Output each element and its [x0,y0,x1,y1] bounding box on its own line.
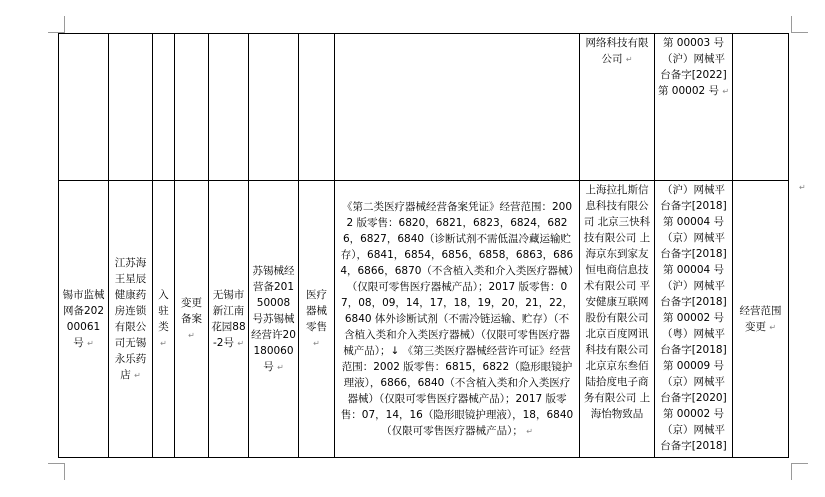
license-cell [249,181,299,458]
cell-empty [733,34,789,181]
license-text: 苏锡械经营备20150008 号苏锡械经营许20180060 号 [251,264,296,373]
table-row [59,34,789,181]
registry-table [58,33,789,458]
cell-empty [109,34,153,181]
cell-empty [249,34,299,181]
cell-end-mark: ↵ [188,330,195,340]
address-text: 无锡市新江南花园88-2号 [211,288,246,349]
change-type-cell [175,181,209,458]
cell-end-mark: ↵ [625,55,633,64]
scope-text: 《第二类医疗器械经营备案凭证》经营范围：2002 版零售：6820，6821，6823，6824，6826，6827，6840（诊断试剂不需低温冷藏运输贮存），6841，6854，6856，6858，6863，6864，6866，6870（不含植入类和介入类医疗器械）（仅限可零售医疗器械产品）；2017 版零售：07，08，09，14，17，18，19，20，21，22，6840 体外诊断试剂（不需冷链运输、贮存）（不含植入类和介入类医疗器械）（仅限可零售医疗器械产品）；↓ 《第三类医疗器械经营许可证》经营范围：2002 版零售：6815，6822（隐形眼镜护理液），6866，6840（不含植入类和介入类医疗器械）（仅限可零售医疗器械产品）；2017 版零售：07，14，16（隐形眼镜护理液），18，6840（仅限可零售医疗器械产品）； [340,200,574,437]
crop-mark-top-right [791,16,808,33]
record-no-text: 锡市监械网备20200061 号 [62,288,105,349]
cell-end-mark: ↵ [277,362,284,372]
business-type-cell [299,181,335,458]
scope-cell [335,181,580,458]
remark-cell [733,181,789,458]
cell-empty [153,34,175,181]
records-cell [655,181,733,458]
cell-end-mark: ↵ [134,370,141,380]
crop-mark-bottom-left [48,463,65,480]
cell-end-mark: ↵ [160,338,167,348]
platforms-text: 上海拉扎斯信息科技有限公司 北京三快科技有限公司 上海京东到家友恒电商信息技术有限公司 平安健康互联网股份有限公司 北京百度网讯科技有限公司 北京京东叁佰陆拾度电子商务有限公司 上海怡物致品 [583,184,651,420]
cell-end-mark: ↵ [722,87,730,96]
table-row [59,181,789,458]
cell-empty [209,34,249,181]
platform-cell [580,34,655,181]
record-no-cell [59,181,109,458]
company-cell [109,181,153,458]
cell-end-mark: ↵ [87,338,94,348]
cell-empty [59,34,109,181]
cell-end-mark: ↵ [237,338,245,348]
platforms-cell [580,181,655,458]
record-cell [655,34,733,181]
address-cell [209,181,249,458]
cell-empty [175,34,209,181]
cell-empty [335,34,580,181]
change-type-text: 变更备案 [181,296,202,325]
business-type-text: 医疗器械零售 [306,288,327,333]
record-text: 第 00003 号（沪）网械平台备字[2022]第 00002 号 [657,37,727,97]
cell-end-mark: ↵ [313,338,320,348]
category-cell [153,181,175,458]
crop-mark-bottom-right [791,463,808,480]
company-text: 江苏海王星辰健康药房连锁有限公司无锡永乐药店 [114,256,147,381]
cell-end-mark: ↵ [526,426,533,436]
crop-mark-top-left [48,16,65,33]
platform-text: 网络科技有限公司 [585,37,649,65]
paragraph-mark: ↵ [799,183,806,192]
remark-text: 经营范围变更 [739,304,782,333]
cell-empty [299,34,335,181]
cell-end-mark: ↵ [769,322,777,332]
category-text: 入驻类 [158,288,169,333]
records-text: （沪）网械平台备字[2018]第 00004 号（京）网械平台备字[2018]第 00004 号（沪）网械平台备字[2018]第 00002 号（粤）网械平台备字[2018]第 00009 号（京）网械平台备字[2020]第 00002 号（京）网械平台备字[2018] [660,184,727,452]
